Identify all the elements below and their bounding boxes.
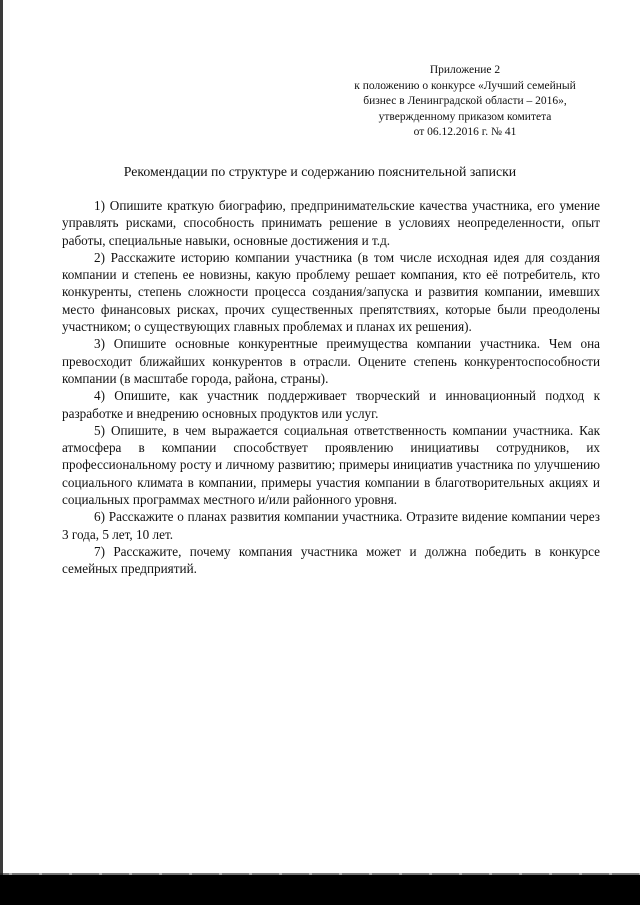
list-item-social-responsibility: 5) Опишите, в чем выражается социальная ответственность компании участника. Как атмосфера в компании способствует проявлению инициативы сотрудников, их профессиональному росту и личному развитию; примеры инициатив участника по улучшению социального климата в компании, примеры участия компании в благотворительных акциях и социальных программах местного и/или районного уровня. bbox=[62, 422, 600, 508]
list-item-history: 2) Расскажите историю компании участника (в том числе исходная идея для создания компании и степень ее новизны, какую проблему решает компания, кто её потребитель, кто конкуренты, степень сложности процесса создания/запуска и развития компании, имевших место финансовых рисках, прочих существенных препятствиях, которые были преодолены участником; о существующих главных проблемах и планах их решения). bbox=[62, 249, 600, 335]
list-item-development-plans: 6) Расскажите о планах развития компании участника. Отразите видение компании через 3 года, 5 лет, 10 лет. bbox=[62, 509, 600, 542]
document-title: Рекомендации по структуре и содержанию пояснительной записки bbox=[123, 164, 517, 179]
appendix-line: от 06.12.2016 г. № 41 bbox=[413, 126, 517, 138]
appendix-header bbox=[330, 63, 600, 141]
list-item-advantages: 3) Опишите основные конкурентные преимущества компании участника. Чем она превосходит ближайших конкурентов в отрасли. Оцените степень конкурентоспособности компании (в масштабе города, района, страны). bbox=[62, 336, 600, 386]
document-body bbox=[62, 197, 600, 578]
appendix-line: утвержденному приказом комитета bbox=[378, 110, 552, 123]
scan-border-bottom bbox=[0, 875, 640, 905]
appendix-line: бизнес в Ленинградской области – 2016», bbox=[363, 95, 567, 107]
list-item-biography: 1) Опишите краткую биографию, предпринимательские качества участника, его умение управлять рисками, способность принимать решение в условиях неопределенности, опыт работы, специальные навыки, основные достижения и т.д. bbox=[62, 198, 600, 248]
list-item-why-win: 7) Расскажите, почему компания участника может и должна победить в конкурсе семейных предприятий. bbox=[62, 543, 600, 577]
appendix-line: Приложение 2 bbox=[429, 64, 501, 76]
appendix-line: к положению о конкурсе «Лучший семейный bbox=[354, 79, 576, 92]
list-item-innovation: 4) Опишите, как участник поддерживает творческий и инновационный подход к разработке и внедрению основных продуктов или услуг. bbox=[62, 388, 600, 421]
scan-edge bbox=[0, 0, 3, 875]
